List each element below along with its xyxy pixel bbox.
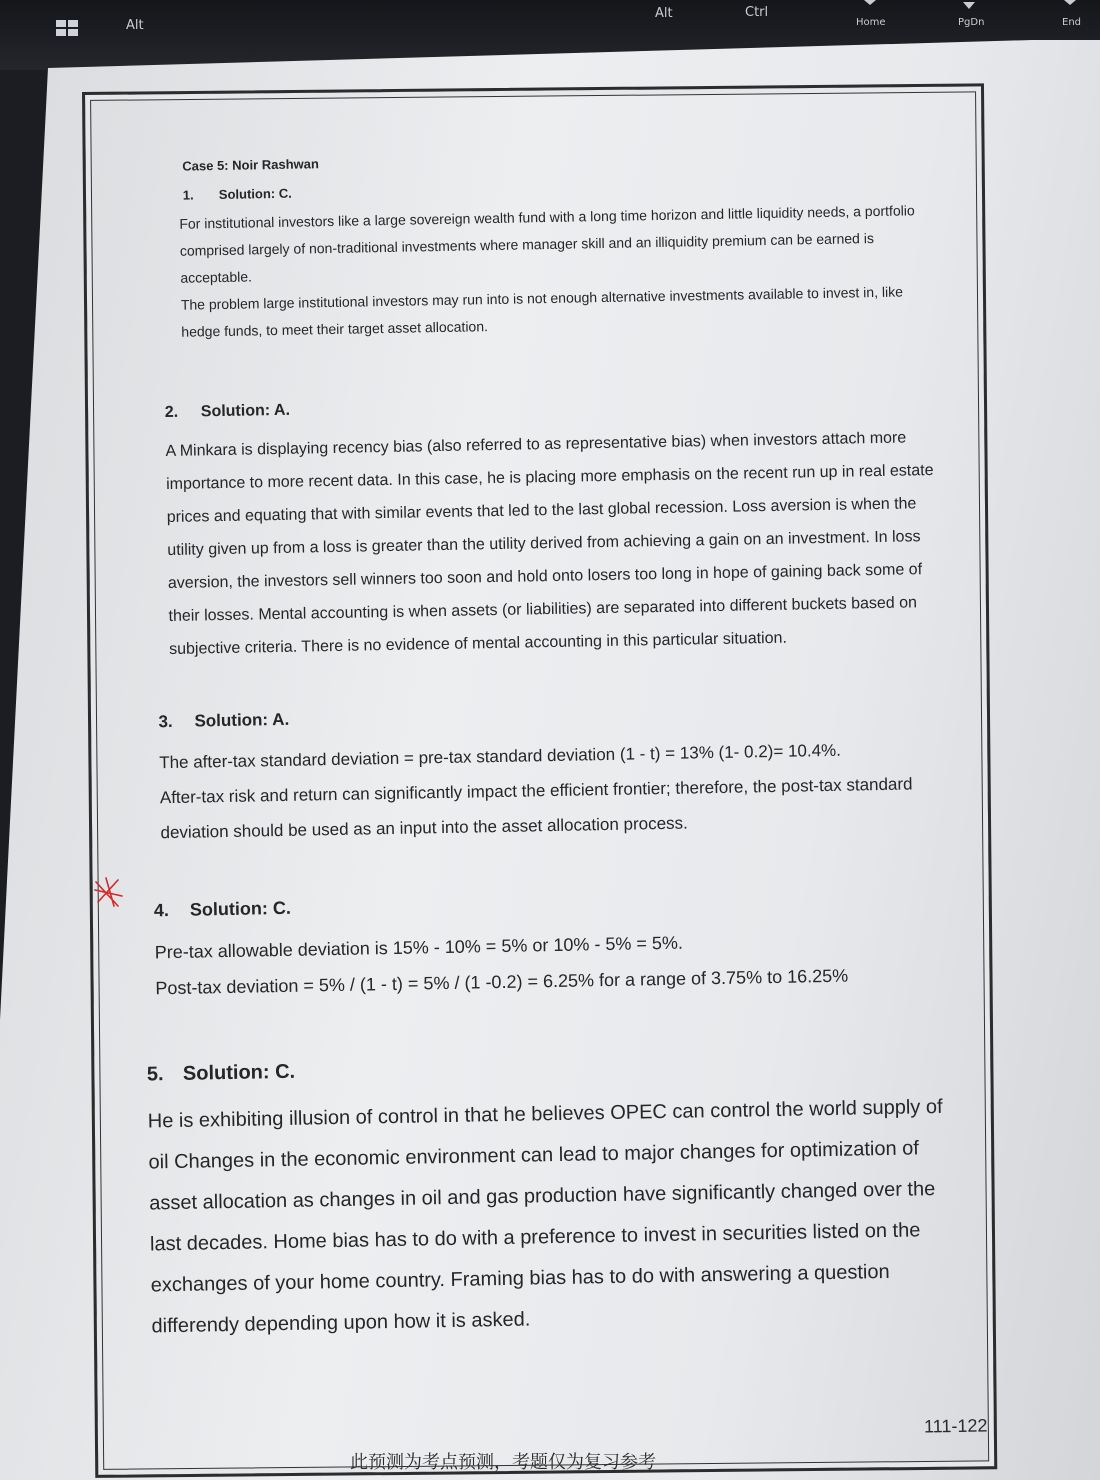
key-home: Home bbox=[856, 17, 886, 28]
solution-3 bbox=[158, 690, 953, 850]
solution-number: 5. bbox=[146, 1063, 164, 1086]
solution-answer: Solution: A. bbox=[194, 709, 290, 731]
case-title: Case 5: Noir Rashwan bbox=[182, 156, 319, 174]
solution-paragraph: After-tax risk and return can significantly impact the efficient frontier; therefore, the post-tax standard deviation should be used as an input into the asset allocation process. bbox=[159, 774, 913, 843]
arrow-down-icon bbox=[963, 2, 975, 9]
key-alt-right: Alt bbox=[655, 6, 673, 21]
solution-heading bbox=[154, 878, 955, 929]
solution-number: 4. bbox=[153, 900, 170, 921]
solution-paragraph: The problem large institutional investors may run into is not enough alternative investments available to invest in, like hedge funds, to meet their target asset allocation. bbox=[180, 283, 904, 340]
solution-paragraph: Pre-tax allowable deviation is 15% - 10% = 5% or 10% - 5% = 5%. bbox=[154, 932, 684, 963]
solution-answer: Solution: C. bbox=[189, 897, 292, 920]
solution-4 bbox=[154, 878, 956, 1007]
arrow-left-icon bbox=[864, 0, 876, 5]
solution-paragraph: A Minkara is displaying recency bias (also referred to as representative bias) when investors attach more importance to more recent data. In this case, he is placing more emphasis on the recent run up in real estate prices and equating that with similar events that led to the last global recession. Loss aversion is when the utility given up from a loss is greater than the utility derived from achieving a gain on an investment. In loss aversion, the investors sell winners too soon and hold onto losers too long in hope of gaining back some of their losses. Mental accounting is when assets (or liabilities) are separated into different buckets based on subjective criteria. There is no evidence of mental accounting in this particular situation. bbox=[165, 429, 934, 658]
solution-5 bbox=[147, 1040, 962, 1348]
solution-paragraph: Post-tax deviation = 5% / (1 - t) = 5% / (1 -0.2) = 6.25% for a range of 3.75% to 16.25% bbox=[155, 965, 849, 999]
solution-heading bbox=[158, 690, 951, 740]
key-end: End bbox=[1062, 17, 1082, 28]
solution-answer: Solution: C. bbox=[218, 185, 292, 203]
key-pgdn: PgDn bbox=[958, 17, 985, 28]
solution-paragraph: For institutional investors like a large sovereign wealth fund with a long time horizon and little liquidity needs, a portfolio comprised largely of non-traditional investments where manager skill and an illiquidity premium can be earned is acceptable. bbox=[179, 202, 915, 286]
windows-key-icon bbox=[56, 20, 78, 36]
solution-2 bbox=[165, 382, 950, 666]
page-number: 111-122 bbox=[923, 1415, 988, 1437]
solution-answer: Solution: C. bbox=[182, 1060, 296, 1085]
solution-1 bbox=[179, 168, 944, 346]
document-content bbox=[110, 135, 962, 1348]
handwritten-star-icon bbox=[92, 876, 124, 910]
solution-paragraph: The after-tax standard deviation = pre-tax standard deviation (1 - t) = 13% (1- 0.2)= 10.4%. bbox=[159, 740, 842, 773]
solution-number: 2. bbox=[164, 403, 179, 422]
arrow-right-icon bbox=[1064, 0, 1076, 5]
solution-answer: Solution: A. bbox=[200, 401, 291, 421]
solution-heading bbox=[147, 1040, 958, 1096]
solution-number: 1. bbox=[182, 187, 194, 203]
solution-paragraph: He is exhibiting illusion of control in that he believes OPEC can control the world supply of oil Changes in the economic environment can lead to major changes for optimization of asset allocation as changes in oil and gas production have significantly changed over the last decades. Home bias has to do with a preference to invest in securities listed on the exchanges of your home country. Framing bias has to do with answering a question differendy depending upon how it is asked. bbox=[147, 1095, 943, 1338]
solution-number: 3. bbox=[158, 711, 173, 732]
footer-note: 此预测为考点预测，考题仅为复习参考 bbox=[350, 1452, 656, 1473]
key-alt-left: Alt bbox=[126, 18, 144, 33]
key-ctrl: Ctrl bbox=[745, 5, 769, 20]
